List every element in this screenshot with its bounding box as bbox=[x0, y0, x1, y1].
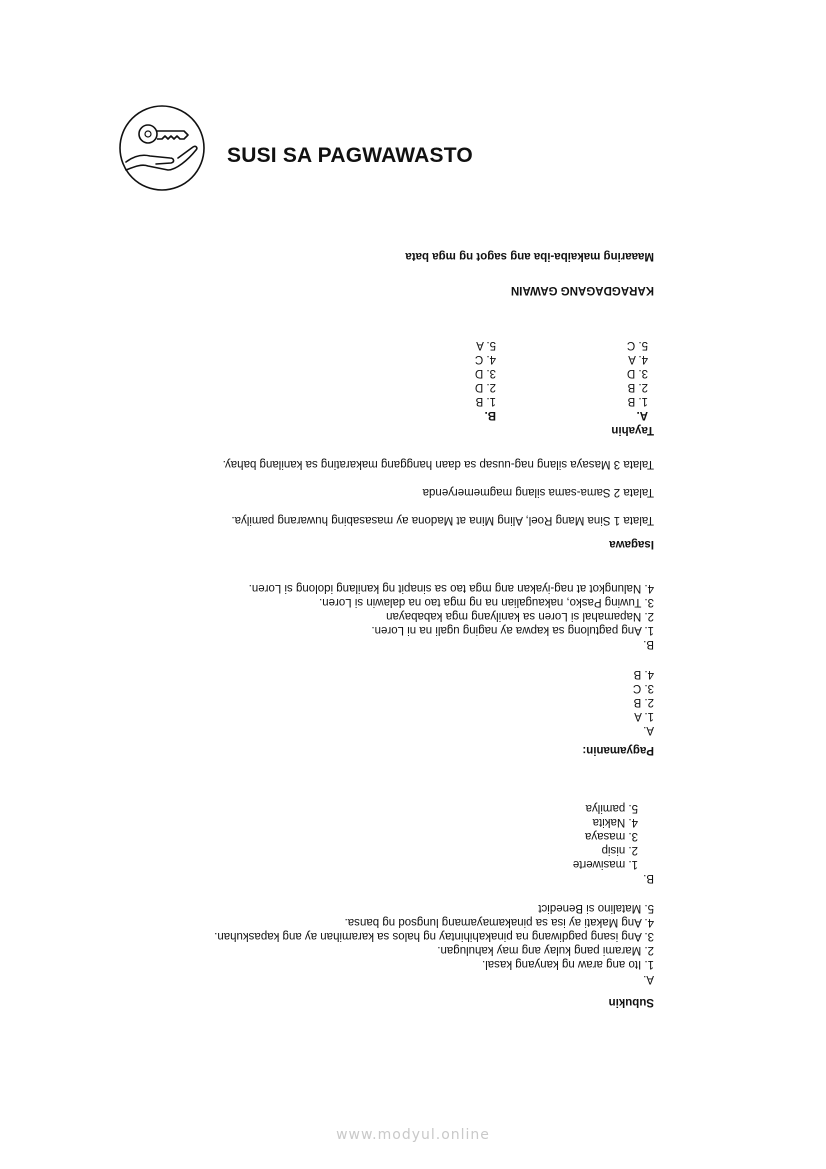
tayahin-col-b-item: 5. A bbox=[476, 339, 496, 351]
subukin-a-item: 4. Ang Makati ay isa sa pinakamayamang lungsod ng bansa. bbox=[344, 916, 654, 928]
pagyamanin-heading: Pagyamanin: bbox=[582, 744, 654, 756]
tayahin-col-b-item: 3. D bbox=[474, 367, 496, 379]
tayahin-col-a-item: 5. C bbox=[626, 339, 648, 351]
pagyamanin-a-item: 4. B bbox=[633, 668, 654, 680]
isagawa-item: Talata 3 Masaya silang nag-uusap sa daan hanggang makarating sa kanilang bahay. bbox=[222, 458, 654, 470]
tayahin-heading: Tayahin bbox=[611, 424, 654, 436]
pagyamanin-a-item: 3. C bbox=[632, 682, 654, 694]
subukin-b-item: 4. Nakita bbox=[592, 816, 638, 828]
subukin-b-item: 1. masiwerte bbox=[572, 858, 638, 870]
tayahin-col-a-item: 3. D bbox=[626, 367, 648, 379]
isagawa-heading: Isagawa bbox=[609, 538, 654, 550]
footer-watermark: www.modyul.online bbox=[336, 1127, 490, 1143]
karagdagang-gawain-heading: KARAGDAGANG GAWAIN bbox=[510, 284, 654, 296]
subukin-a-item: 1. Ito ang araw ng kanyang kasal. bbox=[482, 958, 654, 970]
page-title: SUSI SA PAGWAWASTO bbox=[227, 144, 473, 167]
tayahin-col-a-item: 1. B bbox=[627, 395, 648, 407]
pagyamanin-b-item: 3. Tuwing Pasko, nakaugalian na ng mga tao na dalawin si Loren. bbox=[319, 596, 654, 608]
subukin-heading: Subukin bbox=[608, 996, 654, 1008]
subukin-b-label: B. bbox=[643, 872, 654, 884]
tayahin-col-a-label: A. bbox=[636, 409, 648, 421]
pagyamanin-b-item: 1. Ang pagtulong sa kapwa ay naging ugali na ni Loren. bbox=[371, 624, 654, 636]
pagyamanin-a-item: 1. A bbox=[634, 710, 654, 722]
pagyamanin-a-item: 2. B bbox=[633, 696, 654, 708]
pagyamanin-b-label: B. bbox=[643, 638, 654, 650]
tayahin-col-b-label: B. bbox=[484, 409, 496, 421]
subukin-a-item: 3. Ang isang pagdiwang na pinakahihintay ng halos sa karamihan ay ang kapaskuhan. bbox=[214, 930, 654, 942]
karagdagang-gawain-note: Maaaring makaiba-iba ang sagot ng mga bata bbox=[405, 250, 654, 262]
tayahin-col-b-item: 1. B bbox=[475, 395, 496, 407]
pagyamanin-a-label: A. bbox=[643, 724, 654, 736]
tayahin-col-b-item: 4. C bbox=[474, 353, 496, 365]
subukin-b-item: 3. masaya bbox=[584, 830, 638, 842]
tayahin-col-b-item: 2. D bbox=[474, 381, 496, 393]
subukin-a-label: A. bbox=[643, 973, 654, 985]
tayahin-col-a-item: 4. A bbox=[628, 353, 648, 365]
subukin-a-item: 2. Marami pang kulay ang may kahulugan. bbox=[437, 944, 654, 956]
pagyamanin-b-item: 4. Nalungkot at nag-iyakan ang mga tao sa sinapit ng kanilang idolong si Loren. bbox=[248, 582, 654, 594]
pagyamanin-b-item: 2. Napamahal si Loren sa kanilyang mga kababayan bbox=[386, 610, 654, 622]
isagawa-item: Talata 2 Sama-sama silang magmemeryenda bbox=[422, 486, 654, 498]
subukin-b-item: 2. nisip bbox=[601, 844, 638, 856]
tayahin-col-a-item: 2. B bbox=[627, 381, 648, 393]
isagawa-item: Talata 1 Sina Mang Roel, Aling Mina at Madona ay masasabing huwarang pamilya. bbox=[231, 514, 654, 526]
subukin-b-item: 5. pamilya bbox=[585, 802, 638, 814]
subukin-a-item: 5. Matalino si Benedict bbox=[538, 902, 654, 914]
